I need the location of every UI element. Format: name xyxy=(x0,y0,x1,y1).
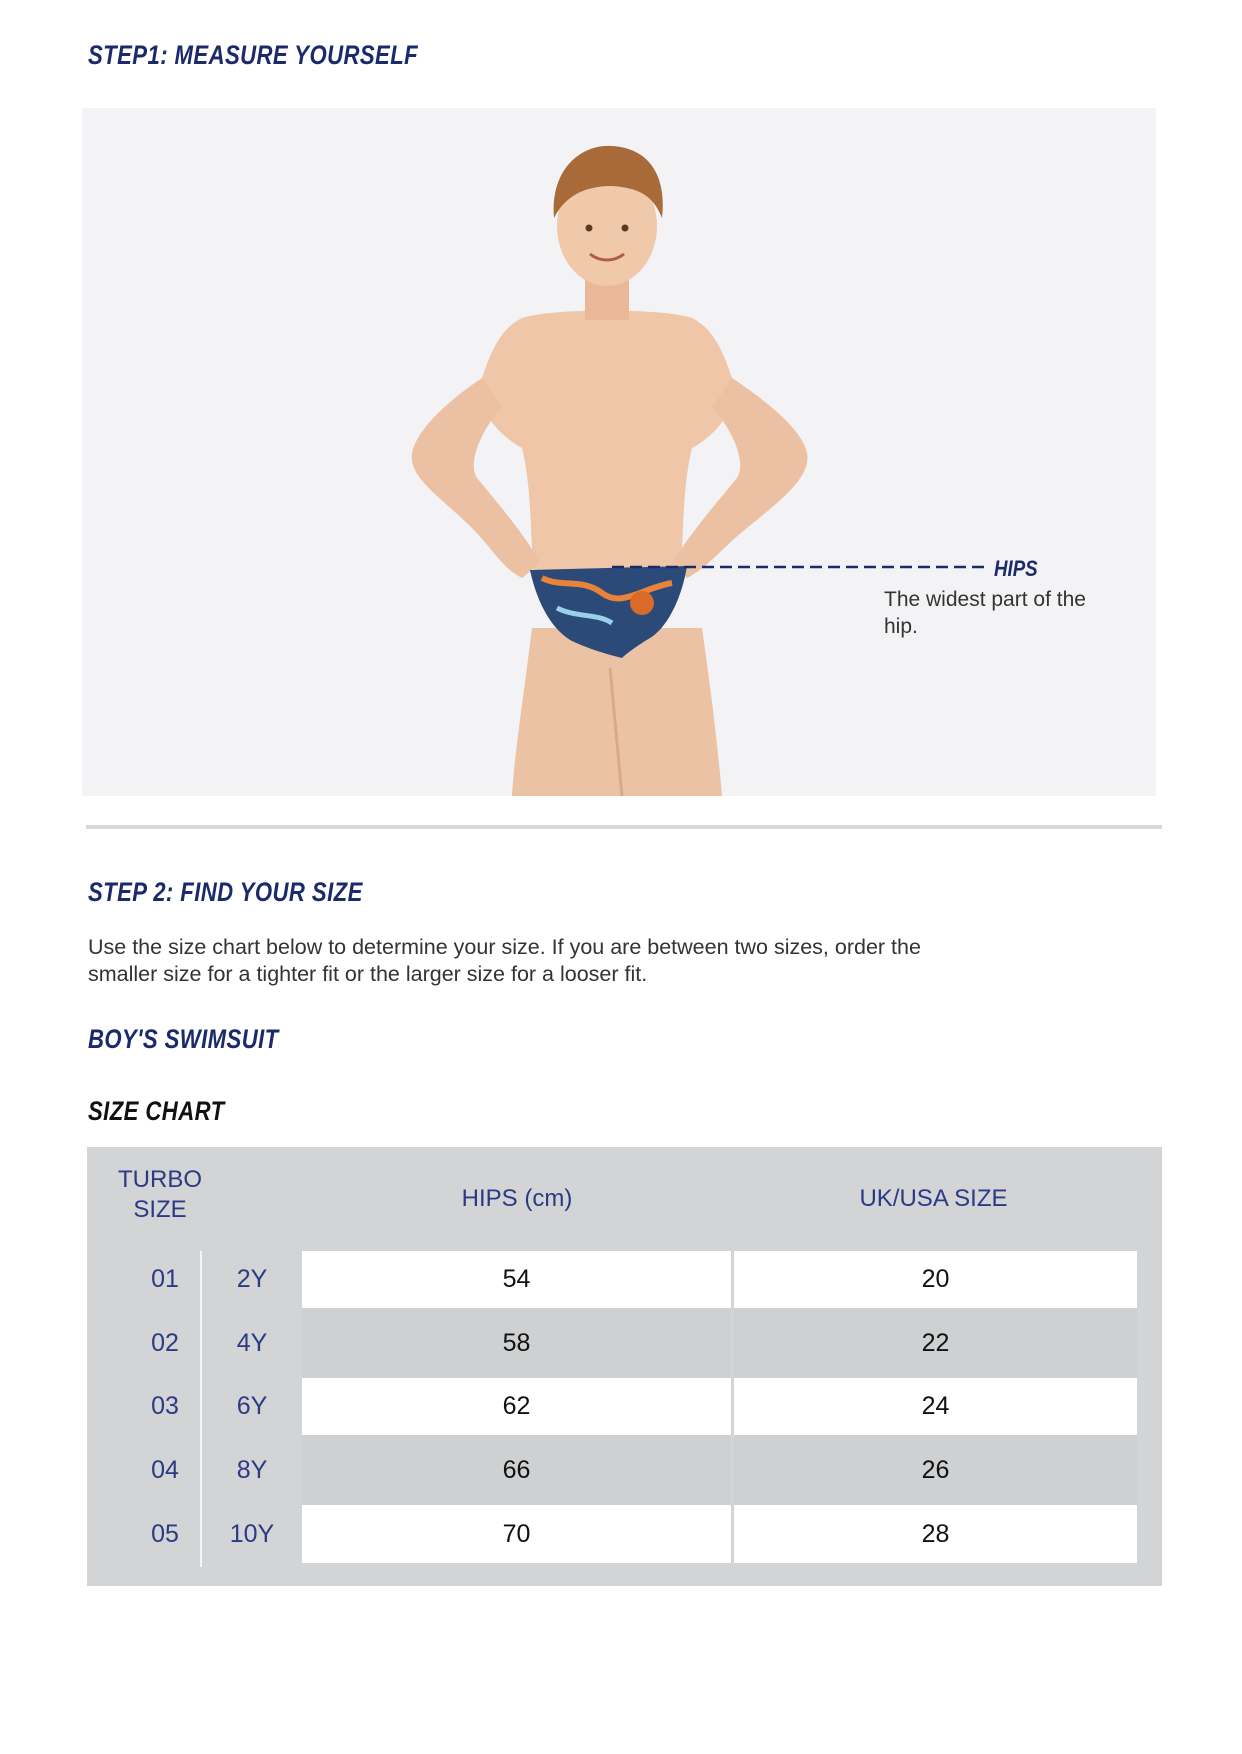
age-cell: 6Y xyxy=(236,1392,268,1420)
uk-usa-cell: 22 xyxy=(734,1308,1137,1378)
age-cell: 8Y xyxy=(236,1455,268,1484)
table-row xyxy=(87,1308,1162,1378)
turbo-size-cell: 02 xyxy=(151,1328,179,1357)
age-cell: 4Y xyxy=(236,1328,268,1357)
table-row xyxy=(87,1251,1162,1308)
size-chart-title: SIZE CHART xyxy=(88,1096,225,1126)
table-row xyxy=(87,1435,1162,1505)
measurement-photo-panel xyxy=(82,108,1156,796)
turbo-size-cell: 03 xyxy=(151,1392,179,1420)
hips-cell: 70 xyxy=(302,1505,731,1563)
product-title: BOY'S SWIMSUIT xyxy=(88,1024,279,1054)
hips-cell: 54 xyxy=(302,1251,731,1308)
age-cell: 10Y xyxy=(229,1519,275,1548)
header-turbo-size: TURBO SIZE xyxy=(118,1166,202,1223)
header-uk-usa-size: UK/USA SIZE xyxy=(859,1185,1008,1212)
step2-intro: Use the size chart below to determine your size. If you are between two sizes, order the smaller size for a tighter fit or the larger size for a looser fit. xyxy=(88,935,921,986)
hips-label: HIPS xyxy=(994,556,1038,581)
uk-usa-cell: 20 xyxy=(734,1251,1137,1308)
hips-description: The widest part of the hip. xyxy=(884,588,1086,638)
boy-model-illustration xyxy=(82,108,1156,796)
age-cell: 2Y xyxy=(236,1265,268,1293)
uk-usa-cell: 24 xyxy=(734,1378,1137,1435)
turbo-size-cell: 05 xyxy=(151,1519,179,1548)
hips-cell: 66 xyxy=(302,1435,731,1505)
turbo-size-cell: 01 xyxy=(151,1265,179,1293)
table-row xyxy=(87,1505,1162,1563)
uk-usa-cell: 28 xyxy=(734,1505,1137,1563)
turbo-size-cell: 04 xyxy=(151,1455,179,1484)
step1-title: STEP1: MEASURE YOURSELF xyxy=(88,40,419,70)
table-row xyxy=(87,1378,1162,1435)
hips-cell: 62 xyxy=(302,1378,731,1435)
step2-title: STEP 2: FIND YOUR SIZE xyxy=(88,877,363,907)
section-divider xyxy=(86,825,1162,829)
uk-usa-cell: 26 xyxy=(734,1435,1137,1505)
header-hips: HIPS (cm) xyxy=(461,1185,573,1212)
hips-cell: 58 xyxy=(302,1308,731,1378)
